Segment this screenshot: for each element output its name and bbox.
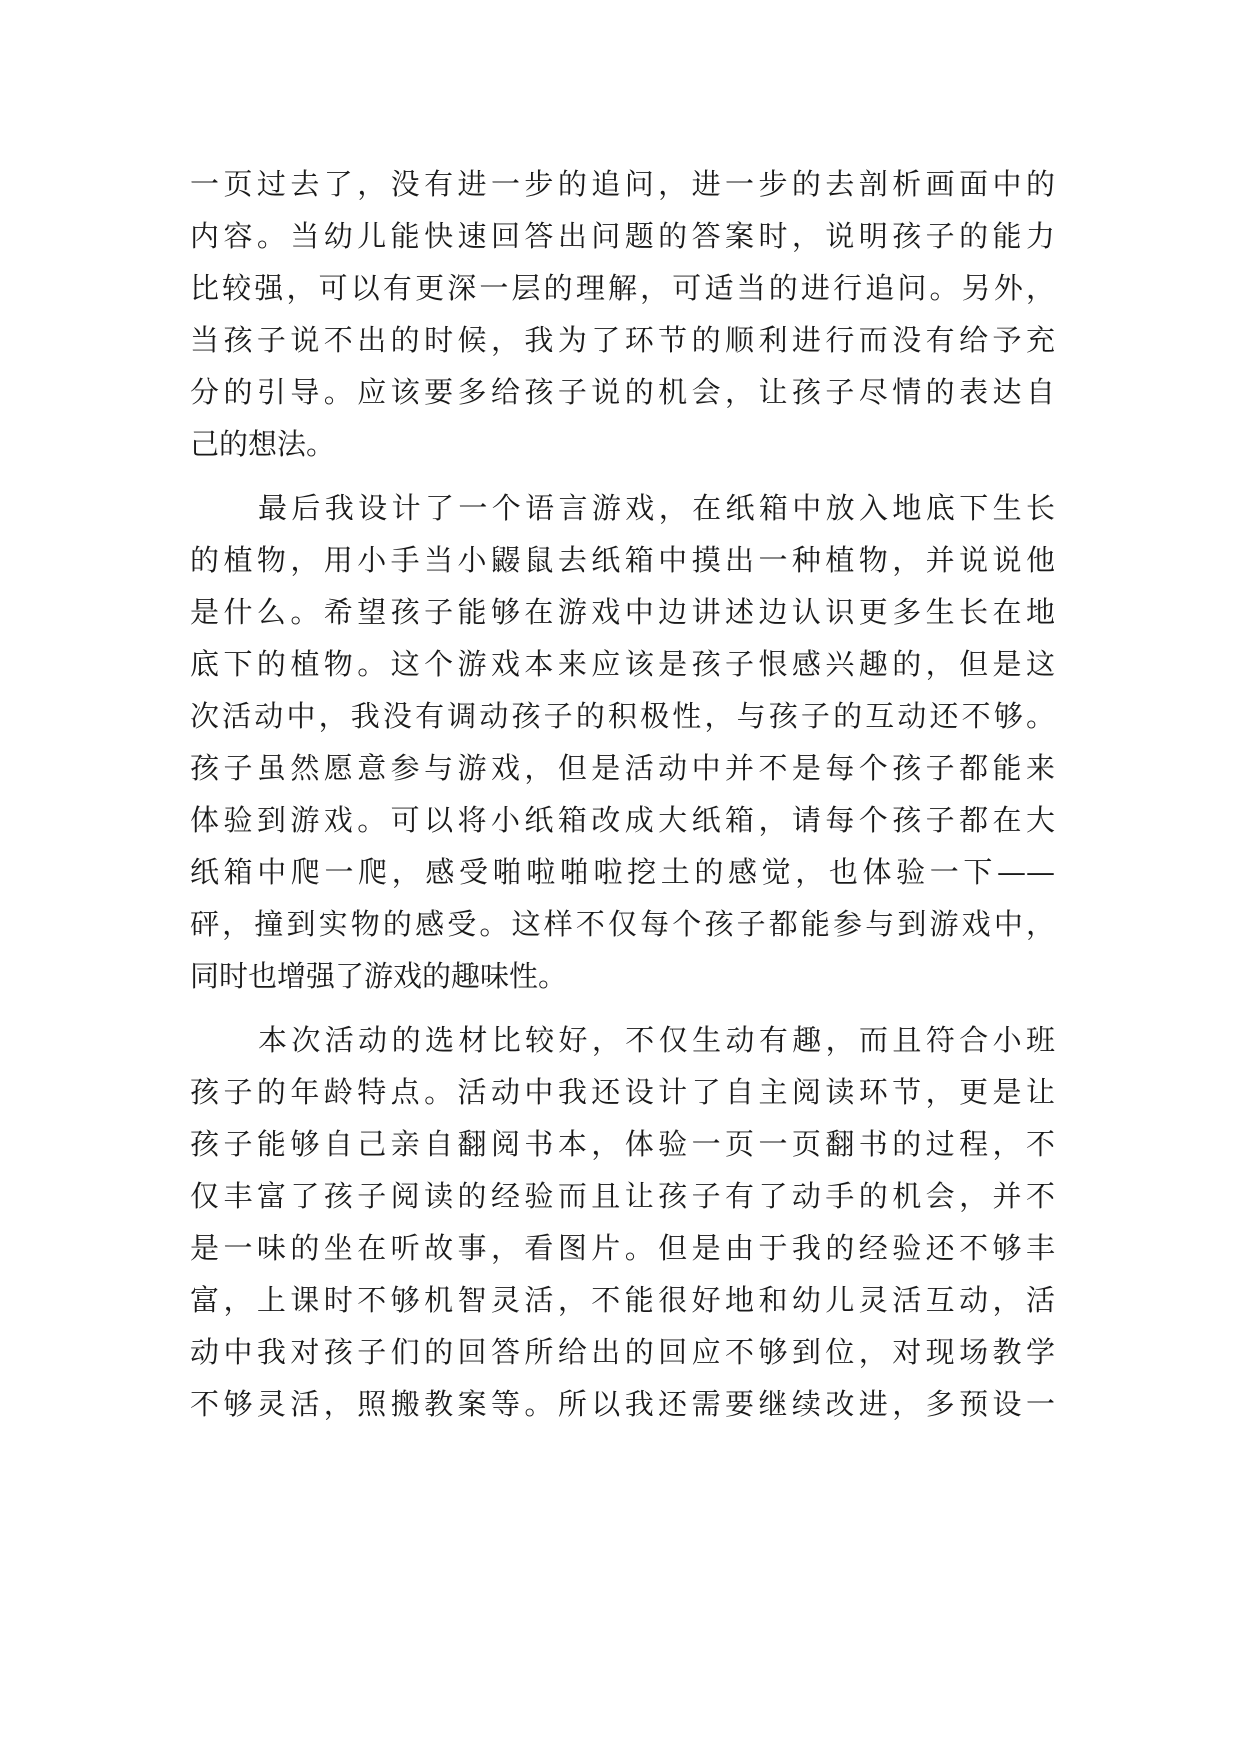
text-line: 分的引导。应该要多给孩子说的机会，让孩子尽情的表达自: [190, 375, 1055, 409]
text-line: 底下的植物。这个游戏本来应该是孩子恨感兴趣的，但是这: [190, 647, 1055, 681]
paragraph-gap: [190, 470, 1055, 482]
text-line: 孩子的年龄特点。活动中我还设计了自主阅读环节，更是让: [190, 1075, 1055, 1109]
text-line: 体验到游戏。可以将小纸箱改成大纸箱，请每个孩子都在大: [190, 803, 1055, 837]
text-line: 比较强，可以有更深一层的理解，可适当的进行追问。另外，: [190, 271, 1055, 305]
text-line: 砰，撞到实物的感受。这样不仅每个孩子都能参与到游戏中，: [190, 907, 1055, 941]
paragraph-3: [190, 1014, 1055, 1430]
paragraph-1: [190, 158, 1055, 470]
text-line: 仅丰富了孩子阅读的经验而且让孩子有了动手的机会，并不: [190, 1179, 1055, 1213]
text-line: 不够灵活，照搬教案等。所以我还需要继续改进，多预设一: [190, 1387, 1055, 1421]
text-line: 最后我设计了一个语言游戏，在纸箱中放入地底下生长: [258, 491, 1055, 525]
text-line: 内容。当幼儿能快速回答出问题的答案时，说明孩子的能力: [190, 219, 1055, 253]
text-line: 本次活动的选材比较好，不仅生动有趣，而且符合小班: [258, 1023, 1055, 1057]
paragraph-gap: [190, 1002, 1055, 1014]
text-line: 己的想法。: [190, 427, 336, 461]
text-line: 同时也增强了游戏的趣味性。: [190, 959, 568, 993]
text-line: 一页过去了，没有进一步的追问，进一步的去剖析画面中的: [190, 167, 1055, 201]
text-line: 的植物，用小手当小鼹鼠去纸箱中摸出一种植物，并说说他: [190, 543, 1055, 577]
text-line: 是一味的坐在听故事，看图片。但是由于我的经验还不够丰: [190, 1231, 1055, 1265]
text-line: 纸箱中爬一爬，感受啪啦啪啦挖土的感觉，也体验一下——: [190, 855, 1055, 889]
text-line: 动中我对孩子们的回答所给出的回应不够到位，对现场教学: [190, 1335, 1055, 1369]
paragraph-2: [190, 482, 1055, 1002]
text-line: 孩子能够自己亲自翻阅书本，体验一页一页翻书的过程，不: [190, 1127, 1055, 1161]
text-line: 孩子虽然愿意参与游戏，但是活动中并不是每个孩子都能来: [190, 751, 1055, 785]
text-line: 富，上课时不够机智灵活，不能很好地和幼儿灵活互动，活: [190, 1283, 1055, 1317]
text-line: 是什么。希望孩子能够在游戏中边讲述边认识更多生长在地: [190, 595, 1055, 629]
text-line: 次活动中，我没有调动孩子的积极性，与孩子的互动还不够。: [190, 699, 1055, 733]
text-line: 当孩子说不出的时候，我为了环节的顺利进行而没有给予充: [190, 323, 1055, 357]
body-text: [190, 158, 1055, 1430]
